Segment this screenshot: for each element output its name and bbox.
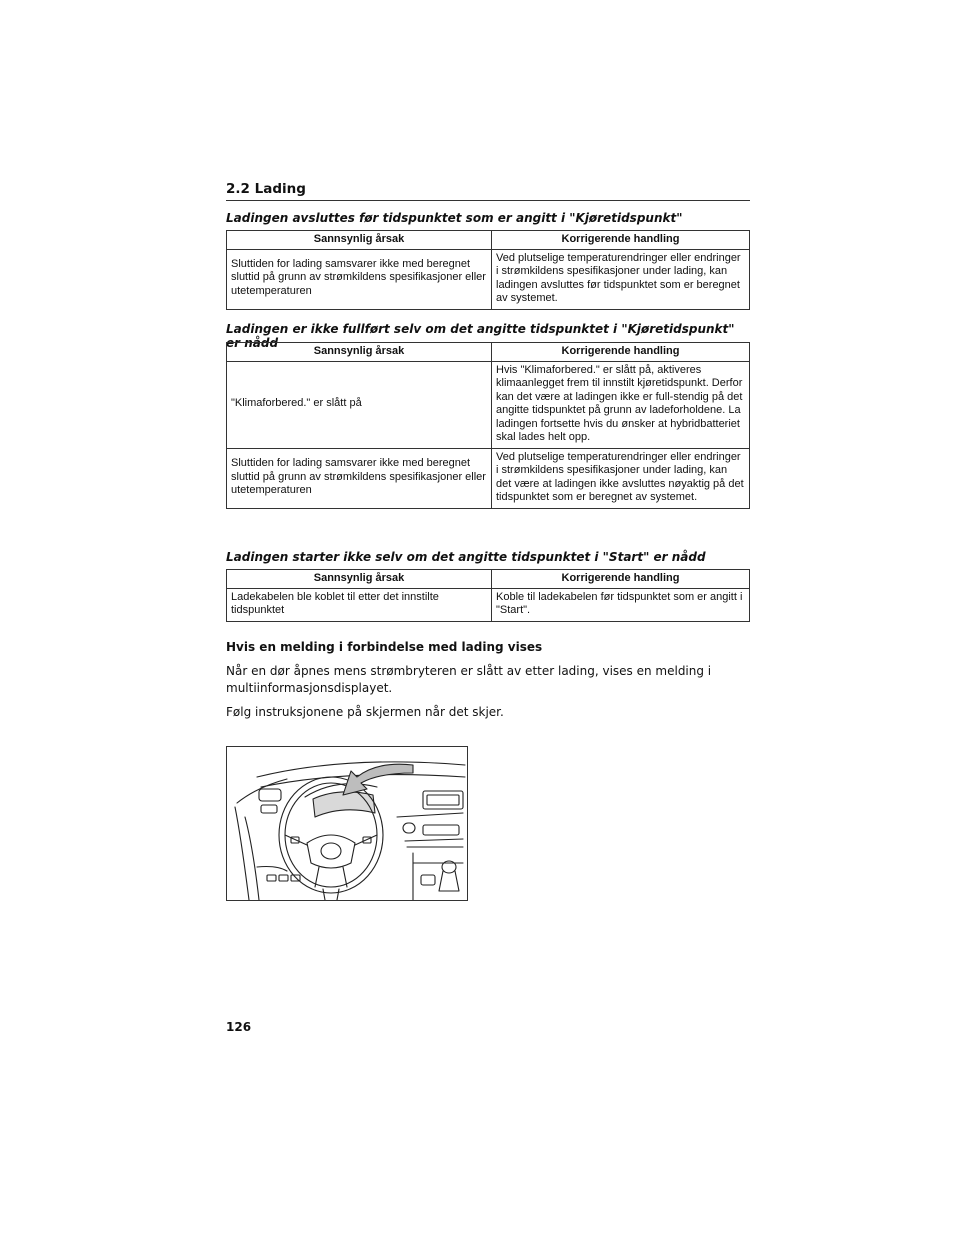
table-row: [227, 588, 750, 621]
table1: [226, 230, 750, 310]
action-cell: Ved plutselige temperaturendringer eller endringer i strømkildens spesifikasjoner under lading, kan det være at ladingen ikke avsluttes nøyaktig på det tidspunktet som er beregnet av systemet.: [492, 448, 750, 508]
column-header-cause: Sannsynlig årsak: [227, 231, 492, 250]
table2: [226, 342, 750, 509]
column-header-cause: Sannsynlig årsak: [227, 343, 492, 362]
column-header-cause: Sannsynlig årsak: [227, 570, 492, 589]
column-header-action: Korrigerende handling: [492, 231, 750, 250]
cause-cell: Sluttiden for lading samsvarer ikke med beregnet sluttid på grunn av strømkildens spesifikasjoner eller utetemperaturen: [227, 448, 492, 508]
dashboard-drawing: [227, 747, 467, 900]
table1-heading: Ladingen avsluttes før tidspunktet som er angitt i "Kjøretidspunkt": [226, 211, 683, 225]
table2-heading: Ladingen er ikke fullført selv om det angitte tidspunktet i "Kjøretidspunkt" er nådd: [226, 322, 735, 350]
action-cell: Ved plutselige temperaturendringer eller endringer i strømkildens spesifikasjoner under lading, kan ladingen avsluttes før tidspunktet som er beregnet av systemet.: [492, 249, 750, 309]
message-paragraph-1: Når en dør åpnes mens strømbryteren er slått av etter lading, vises en melding i multiinformasjonsdisplayet.: [226, 664, 712, 695]
table3-heading: Ladingen starter ikke selv om det angitte tidspunktet i "Start" er nådd: [226, 550, 706, 564]
message-paragraph-2: Følg instruksjonene på skjermen når det skjer.: [226, 705, 504, 719]
column-header-action: Korrigerende handling: [492, 570, 750, 589]
message-heading: Hvis en melding i forbindelse med lading vises: [226, 640, 543, 654]
page-number: 126: [226, 1020, 252, 1034]
table-header-row: [227, 231, 750, 250]
table-row: [227, 361, 750, 448]
section-title: 2.2 Lading: [226, 181, 750, 201]
action-cell: Hvis "Klimaforbered." er slått på, aktiveres klimaanlegget frem til innstilt kjøretidspunkt. Derfor kan det være at ladingen ikke er full-stendig på det angitte tidspunktet på grunn av ladeforholdene. La ladingen fortsette hvis du ønsker at hybridbatteriet skal lades helt opp.: [492, 361, 750, 448]
cause-cell: Ladekabelen ble koblet til etter det innstilte tidspunktet: [227, 588, 492, 621]
cause-cell: Sluttiden for lading samsvarer ikke med beregnet sluttid på grunn av strømkildens spesifikasjoner eller utetemperaturen: [227, 249, 492, 309]
table-header-row: [227, 343, 750, 362]
table-header-row: [227, 570, 750, 589]
column-header-action: Korrigerende handling: [492, 343, 750, 362]
table-row: [227, 249, 750, 309]
cause-cell: "Klimaforbered." er slått på: [227, 361, 492, 448]
table-row: [227, 448, 750, 508]
dashboard-illustration: [226, 746, 468, 901]
table3: [226, 569, 750, 622]
action-cell: Koble til ladekabelen før tidspunktet som er angitt i "Start".: [492, 588, 750, 621]
